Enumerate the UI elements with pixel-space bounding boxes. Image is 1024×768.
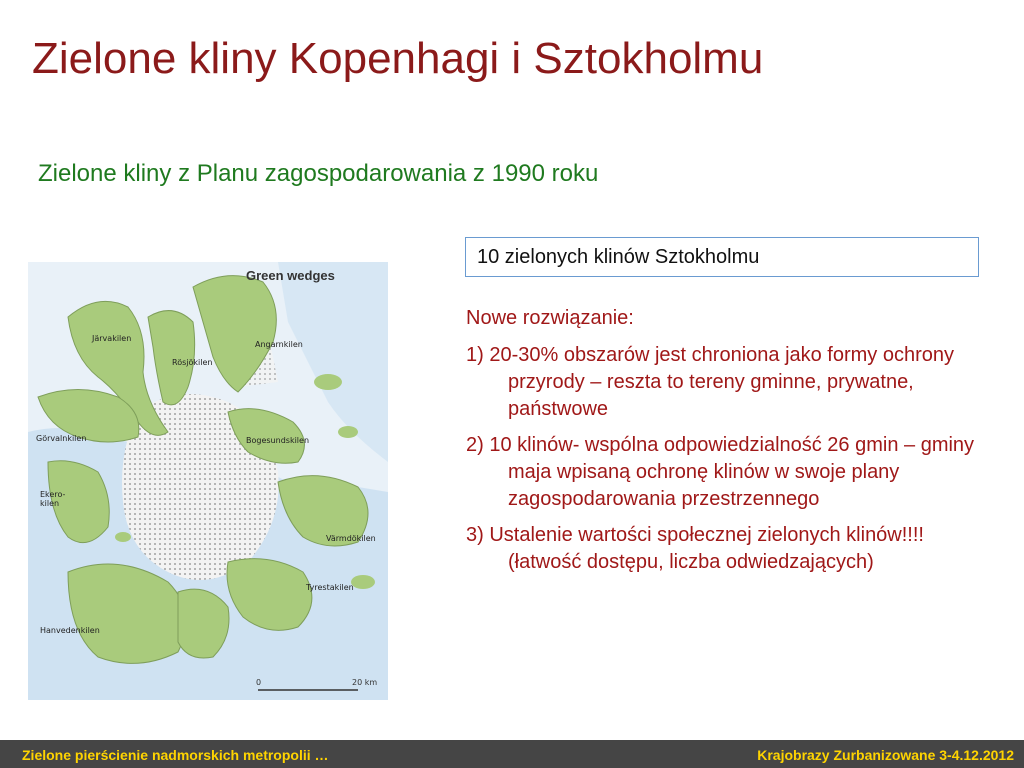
map-title: Green wedges <box>246 268 335 283</box>
island <box>314 374 342 390</box>
label-ekerokilen: Ekero- kilen <box>40 490 66 508</box>
island <box>115 532 131 542</box>
footer-left-text: Zielone pierścienie nadmorskich metropolii … <box>22 747 329 763</box>
label-hanvedenkilen: Hanvedenkilen <box>40 626 100 635</box>
label-rosjokilen: Rösjökilen <box>172 358 213 367</box>
scale-end-label: 20 km <box>352 678 378 687</box>
footer-bar <box>0 740 1024 768</box>
info-box: 10 zielonych klinów Sztokholmu <box>465 237 979 277</box>
label-bogesundskilen: Bogesundskilen <box>246 436 310 445</box>
body-point-2: 2) 10 klinów- wspólna odpowiedzialność 26 gmin – gminy maja wpisaną ochronę klinów w swoje plany zagospodarowania przestrzennego <box>466 434 975 510</box>
body-point-3: 3) Ustalenie wartości społecznej zielonych klinów!!!! (łatwość dostępu, liczba odwiedzających) <box>466 524 924 573</box>
scale-start-label: 0 <box>256 678 262 687</box>
island <box>351 575 375 589</box>
label-varmdokilen: Värmdökilen <box>326 534 376 543</box>
footer-right-text: Krajobrazy Zurbanizowane 3-4.12.2012 <box>757 747 1014 763</box>
label-jarvakilen: Järvakilen <box>92 334 132 343</box>
slide-title: Zielone kliny Kopenhagi i Sztokholmu <box>32 34 764 83</box>
label-tyrestakilen: Tyrestakilen <box>306 583 354 592</box>
label-gorvalnkilen: Görvalnkilen <box>36 434 87 443</box>
body-text <box>466 305 986 585</box>
body-point-1: 1) 20-30% obszarów jest chroniona jako formy ochrony przyrody – reszta to tereny gminne, prywatne, państwowe <box>466 344 955 420</box>
body-heading: Nowe rozwiązanie: <box>466 307 634 329</box>
island <box>338 426 358 438</box>
slide-subtitle: Zielone kliny z Planu zagospodarowania z 1990 roku <box>38 160 599 187</box>
label-angarnkilen: Angarnkilen <box>255 340 303 349</box>
